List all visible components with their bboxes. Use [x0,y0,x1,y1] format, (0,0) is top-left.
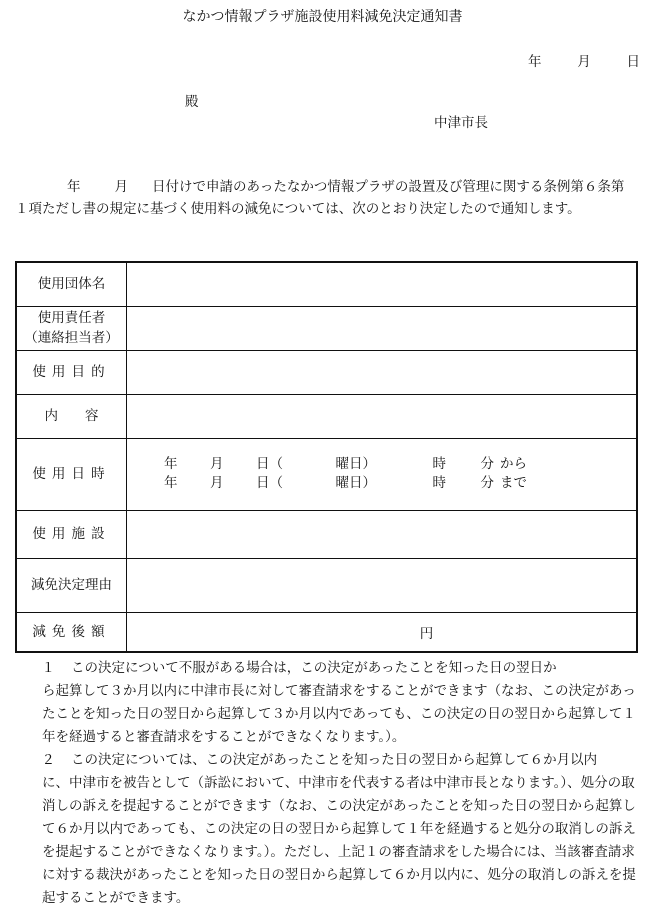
reason-label: 減免決定理由 [16,558,127,612]
intro-year: 年 [67,179,81,195]
date-day: 日 [626,54,640,70]
amount-unit: 円 [419,625,434,642]
from-hour: 時 [432,456,446,472]
group-name-label: 使用団体名 [16,262,127,306]
date-year: 年 [528,54,542,70]
note-first-line: この決定について不服がある場合は，この決定があったことを知った日の翌日か [71,660,557,676]
from-weekday: 曜日） [335,456,376,472]
content-field[interactable] [127,394,638,438]
content-label: 内 容 [16,394,127,438]
sender: 中津市長 [434,115,488,131]
intro-paragraph [15,176,637,220]
decision-form-table [15,261,638,653]
row-facility [16,510,637,558]
note-first-line: この決定については、この決定があったことを知った日の翌日から起算して６か月以内 [71,752,598,768]
purpose-label: 使用目的 [16,350,127,394]
from-minute: 分 [480,456,494,472]
date-month: 月 [577,54,591,70]
row-purpose [16,350,637,394]
from-month: 月 [210,456,224,472]
row-content [16,394,637,438]
from-suffix: から [500,456,527,472]
responsible-label [16,306,127,350]
amount-label: 減免後額 [16,612,127,652]
issue-date [528,50,640,70]
to-year: 年 [164,475,178,491]
from-year: 年 [164,456,178,472]
purpose-field[interactable] [127,350,638,394]
datetime-label: 使用日時 [16,438,127,510]
datetime-to-line [127,474,636,493]
row-group-name [16,262,637,306]
row-responsible [16,306,637,350]
note-item-1 [15,657,640,749]
note-rest: に、中津市を被告として（訴訟において、中津市を代表する者は中津市長となります。）、処分の取消しの訴えを提起することができます（なお、この決定があったことを知った日の翌日から起算して６か月以内であっても、この決定の日の翌日から起算して１年を経過すると処分の取消しの訴えを提起することができなくなります。）。ただし、上記１の審査請求をした場合には、当該審査請求に対する裁決があったことを知った日の翌日から起算して６か月以内に、処分の取消しの訴えを提起することができます。 [42,775,636,906]
to-weekday: 曜日） [335,475,376,491]
note-number: １ [41,660,55,676]
amount-field[interactable] [127,612,638,652]
facility-label: 使用施設 [16,510,127,558]
note-item-2 [15,749,640,910]
to-suffix: まで [500,475,527,491]
document-title: なかつ情報プラザ施設使用料減免決定通知書 [182,9,463,25]
to-day: 日（ [256,475,283,491]
group-name-field[interactable] [127,262,638,306]
addressee: 殿 [185,94,199,110]
to-month: 月 [210,475,224,491]
row-reason [16,558,637,612]
notes-section [15,657,640,910]
responsible-field[interactable] [127,306,638,350]
note-rest: ら起算して３か月以内に中津市長に対して審査請求をすることができます（なお、この決定があったことを知った日の翌日から起算して３か月以内であっても、この決定の日の翌日から起算して１年を経過すると審査請求をすることができなくなります。）。 [42,683,636,745]
datetime-from-line [127,455,636,474]
intro-month: 月 [114,179,128,195]
to-hour: 時 [432,475,446,491]
facility-field[interactable] [127,510,638,558]
note-text [42,657,640,749]
datetime-field[interactable] [127,438,638,510]
to-minute: 分 [480,475,494,491]
reason-field[interactable] [127,558,638,612]
responsible-label-line2: （連絡担当者） [24,330,119,346]
from-day: 日（ [256,456,283,472]
responsible-label-line1: 使用責任者 [37,310,106,326]
note-number: ２ [41,752,55,768]
note-text [42,749,640,910]
row-amount [16,612,637,652]
row-datetime [16,438,637,510]
intro-text: 日付けで申請のあったなかつ情報プラザの設置及び管理に関する条例第６条第１項ただし書の規定に基づく使用料の減免については、次のとおり決定したので通知します。 [15,179,625,217]
